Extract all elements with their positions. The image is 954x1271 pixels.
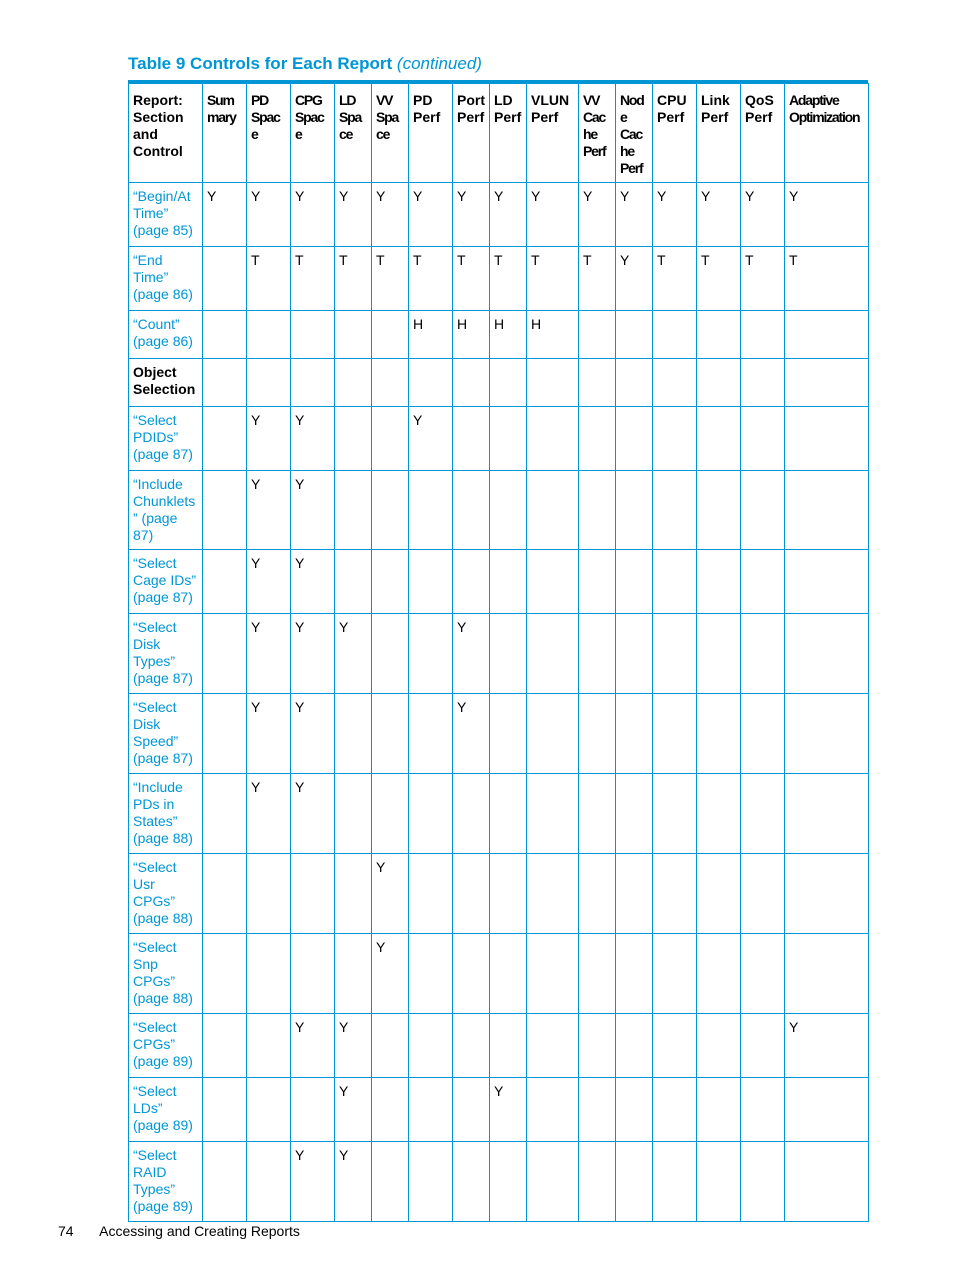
table-cell: [697, 1078, 741, 1142]
table-cell: [453, 1142, 490, 1222]
table-body: [129, 183, 869, 1222]
table-cell: [579, 550, 616, 614]
table-cell: [490, 774, 527, 854]
table-cell: [372, 550, 409, 614]
table-cell: [785, 614, 869, 694]
table-cell: [335, 407, 372, 471]
table-cell: [409, 694, 453, 774]
table-cell: [527, 1078, 579, 1142]
table-row: [129, 934, 869, 1014]
table-cell: [335, 359, 372, 407]
table-cell: [203, 1142, 247, 1222]
control-link-cell[interactable]: “Include Chunklets” (page 87): [129, 471, 203, 550]
control-link-cell[interactable]: “Select Usr CPGs” (page 88): [129, 854, 203, 934]
table-cell: Y: [335, 1014, 372, 1078]
table-caption-title: Table 9 Controls for Each Report: [128, 54, 393, 73]
table-cell: [490, 1014, 527, 1078]
table-cell: T: [490, 247, 527, 311]
table-cell: [785, 774, 869, 854]
table-cell: [785, 854, 869, 934]
table-cell: Y: [453, 694, 490, 774]
table-cell: T: [579, 247, 616, 311]
table-cell: [490, 614, 527, 694]
table-cell: [697, 694, 741, 774]
table-cell: [453, 550, 490, 614]
table-cell: [453, 359, 490, 407]
table-cell: [579, 934, 616, 1014]
table-cell: [527, 934, 579, 1014]
table-cell: Y: [291, 471, 335, 550]
table-cell: [203, 694, 247, 774]
column-header: LD Space: [335, 84, 372, 183]
table-cell: [372, 311, 409, 359]
table-cell: [409, 550, 453, 614]
control-link-cell[interactable]: “Begin/At Time” (page 85): [129, 183, 203, 247]
table-cell: [527, 614, 579, 694]
table-cell: Y: [247, 550, 291, 614]
control-link-cell[interactable]: “Select LDs” (page 89): [129, 1078, 203, 1142]
table-cell: [697, 854, 741, 934]
table-cell: [653, 1014, 697, 1078]
control-link-cell[interactable]: “Select RAID Types” (page 89): [129, 1142, 203, 1222]
table-cell: [247, 311, 291, 359]
table-cell: [335, 550, 372, 614]
table-cell: [453, 1014, 490, 1078]
column-header: LD Perf: [490, 84, 527, 183]
table-cell: Y: [291, 550, 335, 614]
table-row: [129, 774, 869, 854]
column-header: QoS Perf: [741, 84, 785, 183]
table-cell: Y: [335, 1078, 372, 1142]
table-row: [129, 1078, 869, 1142]
table-cell: Y: [247, 183, 291, 247]
table-cell: [697, 550, 741, 614]
table-cell: [203, 1078, 247, 1142]
table-cell: Y: [247, 407, 291, 471]
table-cell: [785, 694, 869, 774]
table-cell: Y: [409, 183, 453, 247]
table-cell: [247, 1014, 291, 1078]
table-cell: [203, 359, 247, 407]
table-cell: [697, 407, 741, 471]
column-header: PD Perf: [409, 84, 453, 183]
table-cell: [741, 1014, 785, 1078]
table-cell: Y: [291, 1014, 335, 1078]
table-cell: [527, 359, 579, 407]
control-link-cell[interactable]: “End Time” (page 86): [129, 247, 203, 311]
table-cell: [785, 1142, 869, 1222]
table-row: [129, 1142, 869, 1222]
table-cell: [741, 1078, 785, 1142]
table-cell: Y: [579, 183, 616, 247]
table-cell: [579, 774, 616, 854]
table-cell: [372, 1014, 409, 1078]
table-cell: [490, 407, 527, 471]
table-cell: [409, 934, 453, 1014]
table-cell: [335, 854, 372, 934]
table-cell: [616, 934, 653, 1014]
table-cell: [616, 1142, 653, 1222]
table-cell: [579, 407, 616, 471]
table-cell: T: [697, 247, 741, 311]
table-cell: [616, 311, 653, 359]
table-row: [129, 407, 869, 471]
column-header: Link Perf: [697, 84, 741, 183]
table-cell: [335, 774, 372, 854]
column-header: Adaptive Optimization: [785, 84, 869, 183]
table-cell: Y: [335, 183, 372, 247]
table-cell: [697, 471, 741, 550]
table-cell: [372, 774, 409, 854]
table-cell: [741, 407, 785, 471]
table-cell: [291, 359, 335, 407]
table-cell: [527, 471, 579, 550]
table-cell: [741, 471, 785, 550]
table-cell: T: [527, 247, 579, 311]
table-cell: [785, 311, 869, 359]
table-cell: [579, 1142, 616, 1222]
table-cell: Y: [335, 614, 372, 694]
table-cell: Y: [372, 183, 409, 247]
control-link-cell[interactable]: “Select CPGs” (page 89): [129, 1014, 203, 1078]
table-cell: Y: [490, 1078, 527, 1142]
table-cell: [490, 359, 527, 407]
table-cell: [527, 407, 579, 471]
table-cell: [653, 934, 697, 1014]
table-cell: T: [247, 247, 291, 311]
table-row: [129, 471, 869, 550]
table-cell: [335, 471, 372, 550]
table-cell: [653, 614, 697, 694]
table-cell: [203, 471, 247, 550]
table-cell: [653, 774, 697, 854]
table-cell: Y: [247, 471, 291, 550]
table-cell: [785, 550, 869, 614]
table-cell: [247, 359, 291, 407]
table-cell: [653, 854, 697, 934]
table-cell: [409, 359, 453, 407]
table-cell: [785, 359, 869, 407]
table-caption: [128, 54, 482, 74]
table-cell: Y: [697, 183, 741, 247]
table-cell: [372, 471, 409, 550]
table-row: [129, 1014, 869, 1078]
table-cell: [247, 1078, 291, 1142]
table-row: [129, 550, 869, 614]
table-cell: T: [741, 247, 785, 311]
table-cell: [741, 854, 785, 934]
control-link-cell[interactable]: “Select PDIDs” (page 87): [129, 407, 203, 471]
table-cell: [372, 1142, 409, 1222]
table-caption-continued: (continued): [396, 54, 482, 73]
table-cell: [372, 614, 409, 694]
table-row: [129, 614, 869, 694]
table-cell: H: [490, 311, 527, 359]
table-cell: [653, 1078, 697, 1142]
table-cell: [785, 1078, 869, 1142]
table-cell: [697, 934, 741, 1014]
column-header: CPG Space: [291, 84, 335, 183]
table-cell: [203, 407, 247, 471]
table-cell: [291, 934, 335, 1014]
table-cell: [453, 1078, 490, 1142]
table-cell: Y: [372, 854, 409, 934]
table-cell: Y: [616, 247, 653, 311]
table-cell: Y: [291, 407, 335, 471]
table-cell: Y: [247, 614, 291, 694]
table-cell: [490, 1142, 527, 1222]
table-cell: [579, 614, 616, 694]
table-cell: [453, 854, 490, 934]
table-cell: [653, 550, 697, 614]
table-cell: Y: [291, 614, 335, 694]
table-cell: T: [785, 247, 869, 311]
table-cell: [203, 774, 247, 854]
controls-table: [128, 83, 869, 1222]
table-cell: [335, 934, 372, 1014]
table-cell: Y: [653, 183, 697, 247]
table-cell: Y: [203, 183, 247, 247]
table-cell: [527, 1142, 579, 1222]
table-cell: T: [291, 247, 335, 311]
table-cell: [490, 934, 527, 1014]
table-cell: [616, 550, 653, 614]
table-row: [129, 311, 869, 359]
table-cell: [697, 614, 741, 694]
table-cell: [653, 694, 697, 774]
table-cell: [697, 1142, 741, 1222]
control-link-cell[interactable]: “Select Disk Speed” (page 87): [129, 694, 203, 774]
table-cell: [741, 934, 785, 1014]
table-cell: [291, 854, 335, 934]
table-cell: [527, 854, 579, 934]
table-cell: [409, 614, 453, 694]
table-cell: [453, 407, 490, 471]
table-cell: [335, 311, 372, 359]
table-cell: [453, 471, 490, 550]
column-header: CPU Perf: [653, 84, 697, 183]
table-cell: [785, 934, 869, 1014]
table-cell: [616, 694, 653, 774]
control-link-cell[interactable]: “Select Disk Types” (page 87): [129, 614, 203, 694]
table-cell: Y: [490, 183, 527, 247]
table-cell: [203, 854, 247, 934]
table-cell: Y: [291, 694, 335, 774]
page-footer: [58, 1223, 300, 1239]
table-cell: [741, 774, 785, 854]
table-cell: Y: [247, 774, 291, 854]
table-cell: Y: [291, 774, 335, 854]
table-cell: H: [453, 311, 490, 359]
table-cell: [372, 407, 409, 471]
table-cell: [579, 359, 616, 407]
table-row: [129, 183, 869, 247]
table-cell: [653, 407, 697, 471]
table-header-row: [129, 84, 869, 183]
table-cell: Y: [453, 183, 490, 247]
table-cell: T: [409, 247, 453, 311]
table-cell: [741, 694, 785, 774]
table-cell: [247, 1142, 291, 1222]
table-cell: [579, 471, 616, 550]
table-cell: Y: [453, 614, 490, 694]
table-cell: [409, 854, 453, 934]
footer-section-title: Accessing and Creating Reports: [99, 1223, 300, 1239]
table-cell: [527, 694, 579, 774]
table-cell: [409, 1078, 453, 1142]
table-cell: Y: [372, 934, 409, 1014]
table-cell: [741, 311, 785, 359]
table-cell: [409, 1142, 453, 1222]
column-header: Report: Section and Control: [129, 84, 203, 183]
table-cell: Y: [291, 183, 335, 247]
table-cell: T: [653, 247, 697, 311]
table-cell: Y: [785, 1014, 869, 1078]
table-cell: Y: [291, 1142, 335, 1222]
table-cell: [616, 774, 653, 854]
table-cell: [527, 550, 579, 614]
table-cell: [579, 694, 616, 774]
control-link-cell[interactable]: “Select Snp CPGs” (page 88): [129, 934, 203, 1014]
table-cell: [579, 854, 616, 934]
table-cell: [579, 311, 616, 359]
table-cell: [203, 1014, 247, 1078]
table-cell: [490, 694, 527, 774]
table-cell: [653, 471, 697, 550]
table-cell: [490, 471, 527, 550]
table-cell: [203, 614, 247, 694]
table-cell: [372, 1078, 409, 1142]
table-cell: H: [409, 311, 453, 359]
table-cell: [579, 1078, 616, 1142]
table-cell: [697, 311, 741, 359]
table-cell: [247, 934, 291, 1014]
table-cell: [616, 471, 653, 550]
table-cell: [453, 774, 490, 854]
table-row: [129, 359, 869, 407]
table-cell: [203, 311, 247, 359]
table-cell: Y: [527, 183, 579, 247]
table-cell: [653, 1142, 697, 1222]
table-cell: [372, 359, 409, 407]
table-cell: [741, 614, 785, 694]
table-cell: [527, 1014, 579, 1078]
table-cell: [203, 550, 247, 614]
table-cell: [453, 934, 490, 1014]
column-header: VV Cache Perf: [579, 84, 616, 183]
table-cell: Y: [785, 183, 869, 247]
table-cell: [616, 854, 653, 934]
table-cell: [741, 359, 785, 407]
table-cell: [616, 1078, 653, 1142]
table-cell: [653, 311, 697, 359]
table-cell: [291, 1078, 335, 1142]
table-cell: [372, 694, 409, 774]
table-cell: Y: [741, 183, 785, 247]
table-cell: Y: [616, 183, 653, 247]
table-cell: [203, 247, 247, 311]
page-number: 74: [58, 1223, 74, 1239]
column-header: VV Space: [372, 84, 409, 183]
table-row: [129, 247, 869, 311]
table-cell: [785, 471, 869, 550]
column-header: PD Space: [247, 84, 291, 183]
table-cell: T: [453, 247, 490, 311]
table-cell: [409, 1014, 453, 1078]
table-cell: [490, 854, 527, 934]
table-cell: [247, 854, 291, 934]
table-cell: [653, 359, 697, 407]
table-cell: [335, 694, 372, 774]
table-cell: [409, 471, 453, 550]
table-cell: [409, 774, 453, 854]
control-link-cell[interactable]: “Include PDs in States” (page 88): [129, 774, 203, 854]
table-cell: [291, 311, 335, 359]
table-cell: H: [527, 311, 579, 359]
table-cell: Y: [409, 407, 453, 471]
control-link-cell[interactable]: “Select Cage IDs” (page 87): [129, 550, 203, 614]
table-row: [129, 854, 869, 934]
column-header: Summary: [203, 84, 247, 183]
table-cell: T: [335, 247, 372, 311]
table-cell: [490, 550, 527, 614]
table-cell: [203, 934, 247, 1014]
table-cell: [785, 407, 869, 471]
column-header: Port Perf: [453, 84, 490, 183]
table-cell: [741, 550, 785, 614]
table-cell: [616, 407, 653, 471]
table-cell: [697, 774, 741, 854]
section-heading-cell: Object Selection: [129, 359, 203, 407]
table-cell: T: [372, 247, 409, 311]
table-cell: [616, 614, 653, 694]
table-row: [129, 694, 869, 774]
column-header: Node Cache Perf: [616, 84, 653, 183]
table-cell: [697, 359, 741, 407]
table-cell: [579, 1014, 616, 1078]
table-cell: [616, 1014, 653, 1078]
table-cell: [616, 359, 653, 407]
table-cell: [697, 1014, 741, 1078]
control-link-cell[interactable]: “Count” (page 86): [129, 311, 203, 359]
table-cell: [741, 1142, 785, 1222]
column-header: VLUN Perf: [527, 84, 579, 183]
table-cell: Y: [247, 694, 291, 774]
table-cell: [527, 774, 579, 854]
table-cell: Y: [335, 1142, 372, 1222]
